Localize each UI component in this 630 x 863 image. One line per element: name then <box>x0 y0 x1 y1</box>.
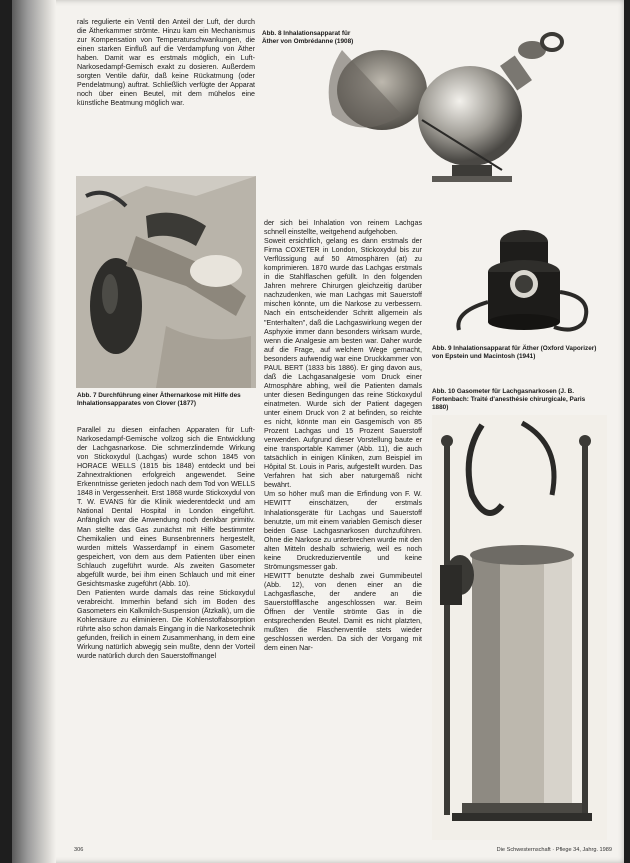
oxford-vaporizer-illustration <box>444 222 594 334</box>
figure-7-caption: Abb. 7 Durchführung einer Äthernarkose mit Hilfe des Inhalationsapparates von Clover (1877) <box>77 392 241 407</box>
figure-10-image <box>432 415 607 840</box>
figure-10-caption: Abb. 10 Gasometer für Lachgasnarkosen (J. B. Fortenbach: Traité d'anesthésie chirurgicale, Paris 1880) <box>432 388 586 411</box>
clover-apparatus-illustration <box>76 176 256 388</box>
col1-bottom-text <box>77 426 255 661</box>
figure-9-caption: Abb. 9 Inhalationsapparat für Äther (Oxford Vaporizer) von Epstein und Macintosh (1941) <box>432 345 597 360</box>
ombredanne-inhaler-illustration <box>312 20 574 198</box>
figure-8-image <box>312 20 574 198</box>
col2-paragraph: der sich bei Inhalation von reinem Lachgas schnell einstellte, weitgehend aufgehoben. Soweit ersichtlich, gelang es dann erstmals der Firma COXETER in London, Stickoxydul bis zur Verflüssigung auf 50 Atmosphären (at) zu komprimieren. 1870 wurde das Lachgas erstmals in die Stahlflaschen gefüllt. In den folgenden Jahren mehrere Chirurgen gleichzeitig darüber nachzudenken, wie man Lachgas mit Sauerstoff mischen könnte, um die Narkose zu verbessern. Nach ein entscheidender Schritt allgemein als "Enterhalten", daß die Lachgaswirkung wegen der Asphyxie immer dann besonders wirksam wurde, wenn die Analgesie am besten war. Daher wurde auf die Frage, auf welchem Wege gemacht, besonders aufwendig war eine Druckkammer von PAUL BERT (1833 bis 1886). Er ging davon aus, daß die Lachgasanalgesie vom Druck einer Atmosphäre abhing, weil die Patienten damals unter diesen Bedingungen das reine Stickoxydul einatmeten. Wurde sich der Patient dagegen unter einem Druck von 2 at befinden, so reichte es nicht, könnte man ein Gasgemisch von 85 Prozent Lachgas und 15 Prozent Sauerstoff verwenden. Aufgrund dieser Vorstellung baute er eine transportable Kammer (Abb. 11), die auch tatsächlich in einigen Kliniken, zum Beispiel im Hôpital St. Louis in Paris, aufgestellt wurden. Das Verfahren hat sich aber naturgemäß nicht bewährt. Um so höher muß man die Erfindung von F. W. HEWITT einschätzen, der erstmals Inhalationsgeräte für Lachgas und Sauerstoff benutzte, um mit einem variablen Gemisch dieser beiden Gase Lachgasnarkosen durchzuführen. Ohne die Narkose zu unterbrechen wurde mit den alten Mitteln deshalb schwierig, weil es noch keine Druckreduzierventile und keine Strömungsmesser gab. HEWITT benutzte deshalb zwei Gummibeutel (Abb. 12), von denen einer an die Lachgasflasche, der andere an die Sauerstoffflasche angeschlossen war. Beim Öffnen der Ventile strömte Gas in die entsprechenden Beutel. Damit es nicht platzten, mußten die Flaschenventile stets wieder geschlossen werden. Da sich der Vorgang mit dem einen Nar- <box>264 219 422 653</box>
page-number: 306 <box>74 847 84 853</box>
gasometer-illustration <box>432 415 607 840</box>
figure-9-image <box>444 222 594 334</box>
figure-7-image <box>76 176 256 388</box>
col1-top-paragraph: rals regulierte ein Ventil den Anteil der Luft, der durch die Ätherkammer strömte. Hinzu kam ein Mechanismus zur Kompensation von Temperaturschwankungen, die einen starken Einfluß auf die Verdampfung von Äther haben. Damit war es erstmals möglich, ein Luft-Narkosedampf-Gemisch exakt zu dosieren. Außerdem sorgten Ventile dafür, daß keine Rückatmung (oder Pendelatmung) auftrat. Schließlich verfügte der Apparat noch über einen Beutel, mit dem mühelos eine künstliche Beatmung möglich war. <box>77 18 255 108</box>
book-spine-shadow <box>12 0 56 863</box>
col1-top-text <box>77 18 255 108</box>
col2-text <box>264 219 422 653</box>
figure-8-caption: Abb. 8 Inhalationsapparat für Äther von Ombrédanne (1908) <box>262 30 354 45</box>
col1-bottom-paragraph: Parallel zu diesen einfachen Apparaten für Luft-Narkosedampf-Gemische vollzog sich die Entwicklung der Lachgasnarkose. Die schmerzlindernde Wirkung von Stickoxydul (Lachgas) wurde schon 1845 von HORACE WELLS (1815 bis 1848) entdeckt und bei Zahnextraktionen erfolgreich angewendet. Seine Erkenntnisse gerieten jedoch nach dem Tod von WELLS 1848 in Vergessenheit. Erst 1868 wurde Stickoxydul von T. W. EVANS für die Klinik wiederentdeckt und am National Dental Hospital in London eingeführt. Anfänglich war die Anwendung noch denkbar primitiv. Man stellte das Gas zunächst mit Hilfe bestimmter Chemikalien und eines Bunsenbrenners hergestellt, wurden mittels Wasserdampf in einem Gasometer gespeichert, von dem aus dem Patienten über einen Schlauch zugeführt wurde. Als zweiten Gasometer abgefüllt wurde, bei ihm einen Schlauch und mit einer Gesichtsmaske zugeführt (Abb. 10). Den Patienten wurde damals das reine Stickoxydul verabreicht. Immerhin befand sich im Boden des Gasometers ein Kalkmilch-Suspension (Ätzkalk), um die Kohlensäure zu eliminieren. Die Kohlenstoffabsorption rührte also schon damals Eingang in die Narkosetechnik gefunden, freilich in einem Zusammenhang, in dem eine Wirkung natürlich abwegig sein mußte, denn der Vorteil wurde natürlich durch den Sauerstoffmangel <box>77 426 255 661</box>
document-page <box>12 0 624 863</box>
journal-footer: Die Schwesternschaft · Pflege 34, Jahrg. 1989 <box>496 847 612 853</box>
